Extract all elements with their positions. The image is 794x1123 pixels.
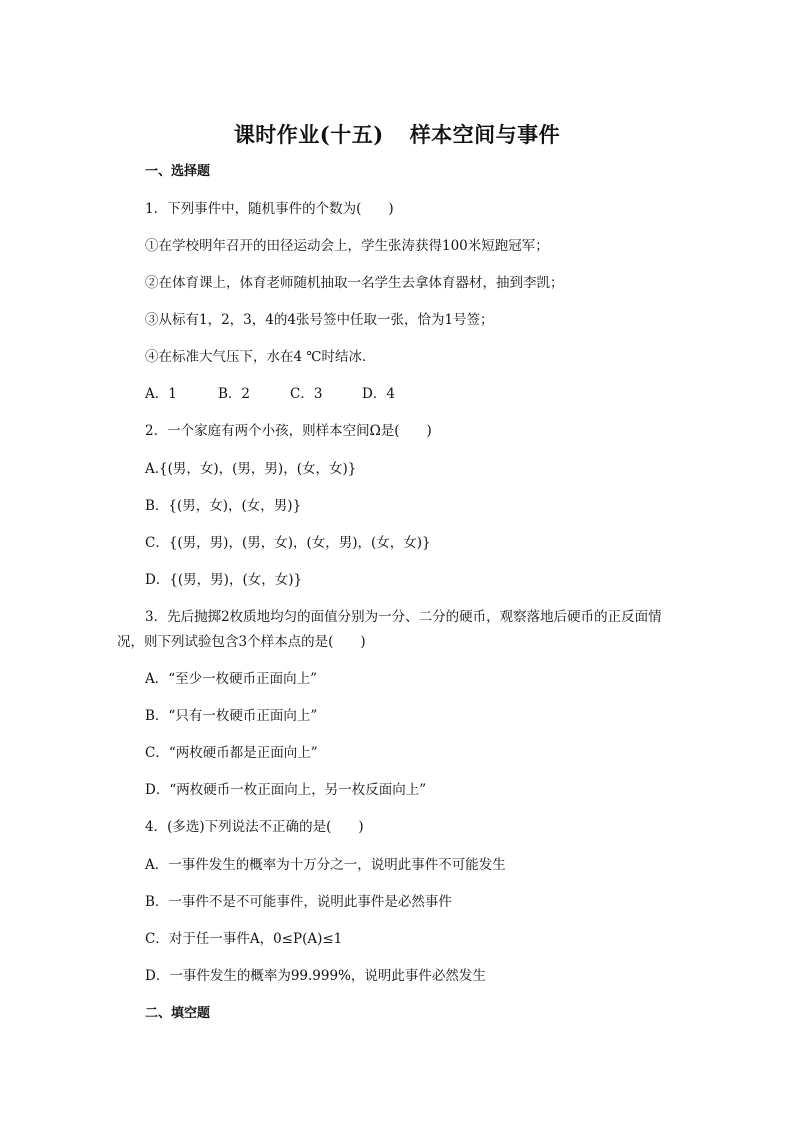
q2-stem: 2．一个家庭有两个小孩，则样本空间Ω是( ) [145,423,432,439]
q1-stem: 1．下列事件中，随机事件的个数为( ) [145,201,394,217]
q1-options [145,385,395,403]
q3-option-d: D．“两枚硬币一枚正面向上，另一枚反面向上” [145,782,427,798]
q1-item-1: ①在学校明年召开的田径运动会上，学生张涛获得100米短跑冠军； [145,238,549,254]
q2-option-d: D．{(男，男)，(女，女)} [145,572,303,588]
q1-item-4: ④在标准大气压下，水在4 ℃时结冰． [145,349,376,365]
q3-stem-line-2: 况，则下列试验包含3个样本点的是( ) [117,634,366,650]
page-title-main: 课时作业(十五) [233,122,384,147]
q3-stem-line-1: 3．先后抛掷2枚质地均匀的面值分别为一分、二分的硬币，观察落地后硬币的正反面情 [145,609,662,625]
page-title-sub: 样本空间与事件 [409,122,561,147]
q2-option-c: C．{(男，男)，(男，女)，(女，男)，(女，女)} [145,535,431,551]
q2-option-a: A.{(男，女)，(男，男)，(女，女)} [145,461,357,477]
q1-option-d: D．4 [362,386,395,402]
q4-option-c: C．对于任一事件A，0≤P(A)≤1 [145,931,343,947]
q4-option-d: D．一事件发生的概率为99.999%，说明此事件必然发生 [145,968,486,984]
q1-item-2: ②在体育课上，体育老师随机抽取一名学生去拿体育器材，抽到李凯； [145,275,564,291]
q3-option-c: C．“两枚硬币都是正面向上” [145,745,318,761]
q4-option-b: B．一事件不是不可能事件，说明此事件是必然事件 [145,894,452,910]
q4-option-a: A．一事件发生的概率为十万分之一，说明此事件不可能发生 [145,857,506,873]
q1-option-c: C．3 [290,386,323,402]
section-heading-choice: 一、选择题 [145,164,211,179]
q1-option-a: A．1 [145,386,177,402]
q3-option-a: A．“至少一枚硬币正面向上” [145,671,318,687]
q3-option-b: B．“只有一枚硬币正面向上” [145,708,318,724]
q4-stem: 4．(多选)下列说法不正确的是( ) [145,819,364,835]
q1-item-3: ③从标有1，2，3，4的4张号签中任取一张，恰为1号签； [145,312,494,328]
section-heading-fill: 二、填空题 [145,1006,211,1021]
page-title [0,119,794,149]
q2-option-b: B．{(男，女)，(女，男)} [145,498,302,514]
q1-option-b: B．2 [218,386,251,402]
